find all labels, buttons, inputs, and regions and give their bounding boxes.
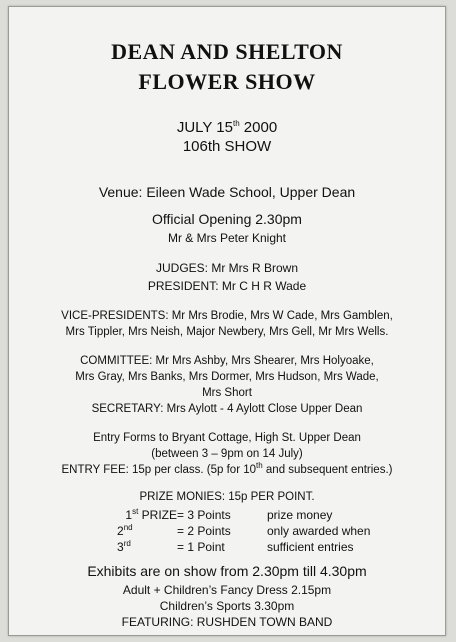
entry-fee-sup: th [256,461,263,471]
prize-note: sufficient entries [267,540,354,554]
vice-presidents-line-2: Mrs Tippler, Mrs Neish, Major Newbery, Mrs Gell, Mr Mrs Wells. [65,326,389,338]
secretary: SECRETARY: Mrs Aylott - 4 Aylott Close Upper Dean [91,403,363,415]
date-suffix: th [232,119,240,128]
entry-fee-rest: and subsequent entries.) [262,464,393,476]
entry-fee-main: ENTRY FEE: 15p per class. (5p for 10 [61,464,257,476]
prize-label: 3rd [117,539,131,554]
exhibits-times: Exhibits are on show from 2.30pm till 4.30pm [87,563,367,579]
show-date [9,119,445,136]
committee-line-1: COMMITTEE: Mr Mrs Ashby, Mrs Shearer, Mrs Holyoake, [80,355,374,367]
show-title-line-1: DEAN AND SHELTON [111,39,343,64]
show-number: 106th SHOW [182,138,272,155]
president: PRESIDENT: Mr C H R Wade [147,279,307,293]
featuring: FEATURING: RUSHDEN TOWN BAND [121,615,333,629]
date-year: 2000 [239,119,278,136]
prize-label: 1st PRIZE [125,507,177,522]
entry-forms-line-2: (between 3 – 9pm on 14 July) [151,448,303,460]
vice-presidents-line-1: VICE-PRESIDENTS: Mr Mrs Brodie, Mrs W Cade, Mrs Gamblen, [61,310,393,322]
venue: Venue: Eileen Wade School, Upper Dean [98,184,356,200]
prize-monies: PRIZE MONIES: 15p PER POINT. [139,491,315,503]
programme-sheet [8,6,446,636]
prize-points: = 3 Points [177,508,231,522]
prize-table [97,507,407,555]
sports-time: Children’s Sports 3.30pm [159,599,295,613]
entry-forms-line-1: Entry Forms to Bryant Cottage, High St. Upper Dean [93,432,361,444]
prize-points: = 2 Points [177,524,231,538]
entry-fee [9,461,445,476]
official-opening: Official Opening 2.30pm [152,211,302,227]
opener: Mr & Mrs Peter Knight [167,231,287,245]
date-day: JULY 15 [176,119,233,136]
prize-row [97,523,407,539]
judges: JUDGES: Mr Mrs R Brown [155,261,298,275]
committee-line-2: Mrs Gray, Mrs Banks, Mrs Dormer, Mrs Hudson, Mrs Wade, [75,371,379,383]
prize-row [97,507,407,523]
prize-note: only awarded when [267,524,371,538]
prize-label: 2nd [117,523,133,538]
prize-note: prize money [267,508,333,522]
show-title-line-2: FLOWER SHOW [138,69,316,94]
committee-line-3: Mrs Short [202,387,252,399]
fancy-dress-time: Adult + Children’s Fancy Dress 2.15pm [122,583,332,597]
prize-points: = 1 Point [177,540,225,554]
prize-row [97,539,407,555]
